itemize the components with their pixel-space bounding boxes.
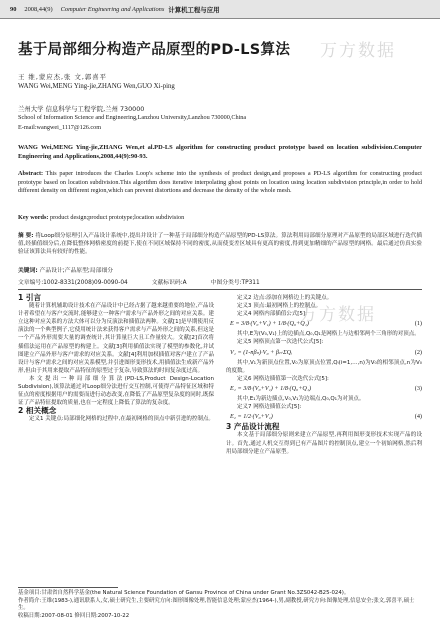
watermark: 万方数据 [320,41,396,61]
footnotes [18,590,422,620]
abstract-en-label: Abstract: [18,170,44,177]
article-number: 文章编号:1002-8331(2008)09-0090-04 [18,280,128,286]
equation-2 [226,347,422,359]
equation-1-body: E = 3/8·(V₀+V₁) + 1/8·(Q₀+Q₁) [230,320,309,328]
definition-1: 定义1 关键点:局部细化网格的过程中,在最初网格的顶点中新引进的控制点。 [29,416,214,423]
equation-2-note: 其中,V₁为新顶点位置,V₀为原顶点位置,Qᵢ(i=1,…,n)为V₀的相邻顶点,n为V₀的度数。 [226,359,422,374]
section-heading-process: 3 产品设计流程 [226,422,280,432]
keywords-en [18,214,422,223]
section-heading-concepts: 2 相关概念 [18,406,57,416]
authors-en: WANG Wei,MENG Ying-jie,ZHANG Wen,GUO Xi-ping [18,83,175,90]
received-dates: 收稿日期:2007-08-01 修回日期:2007-10-22 [18,612,130,619]
paper-title: 基于局部细分构造产品原型的PD-LS算法 [18,42,291,58]
equation-2-number: (2) [414,348,422,356]
journal-name-cn: 计算机工程与应用 [168,5,220,14]
year-issue: 2008,44(9) [24,5,53,13]
affiliation-cn: 兰州大学 信息科学与工程学院,兰州 730000 [18,105,145,113]
keywords-en-label: Key words: [18,214,49,221]
definition-5: 定义5 网格顶点第一次迭代公式[5]: [237,339,324,346]
abstract-cn-label: 摘 要: [18,233,34,239]
body-paragraph: 随着计算机辅助设计技术在产品设计中已经占据了越来越重要的地位,产品设计者希望在与客户交流时,能够建立一种客户需求与产品外形之间的对应关系。建立这种对应关系的方法大体可以分为反演法和插值法两种。文献[1]是早期使用反演法的一个典型例子,它使用统计法来获得客户需求与产品外形之间的关系,但这是一个产品外形需要大量的调查统计,其计算量巨大且工作量较大。文献[2]首次将插值法运用在产品原型的构建上。文献[3]利用插值法实现了模型的参数化,并试图建立产品外形与客户需求的对应关系。文献[4]利用加权插值对客户建立了产品设计与客户需求之间的对应关系模型,并引进图形变形技术,用插值法生成新产品外形,但由于其用来提取产品特征的原型过于复杂,导致算法的时间复杂度过高。 [18,303,214,374]
equation-1-number: (1) [414,320,422,328]
equation-3-body: E₁ = 3/8·(V₀+V₁) + 1/8·(Q₀+Q₁) [230,384,312,392]
abstract-cn [18,232,422,257]
page-number: 90 [10,5,17,13]
equation-3-note: 其中,E₁为新边插点,V₀,V₁为边端点,Q₀,Q₁为对顶点。 [237,396,365,403]
abstract-en [18,170,422,196]
keywords-en-text: product design;product prototype;location subdivision [49,214,185,221]
left-column [18,294,214,424]
definition-7: 定义7 网格边插值公式[5]: [237,404,302,411]
keywords-cn-text: 产品设计;产品原型;局部细分 [39,268,114,274]
equation-3-number: (3) [414,384,422,392]
body-paragraph: 本文基于局部细分原则来建立产品原型,再利用图形变形技术实现产品的设计。首先,通过人机交互得到已有产品图片的控制顶点,建立一个初始网格,然后利用局部细分建立产品原型。 [226,432,422,455]
journal-name-en: Computer Engineering and Applications [60,5,165,13]
clc-number: 中图分类号:TP311 [210,280,260,286]
equation-4-body: E₂ = 1/2·(V₀+V₁) [230,413,273,421]
body-paragraph: 本文提出一种局部细分算法(PD-LS,Product Design-Location Subdivision),该算法通过对Loop细分法进行交互控制,可使得产品特征区域和特征点的密度根据用户的需要而进行动态改变,在降低了产品原型复杂度的同时,既保证了产品特征提取的质量,也在一定程度上降低了算法的复杂度。 [18,375,214,407]
equation-2-body: V₁ = (1-nβₙ)·V₀ + βₙ·ΣQᵢ [230,348,293,356]
definition-3: 定义3 顶点:最初网格上的控制点。 [237,303,322,310]
abstract-en-text: This paper introduces the Charles Loop's scheme into the synthesis of product design,and proposes a PD-LS algorithm for constructing product prototype based on location subdivision.This algorithm does iterative interpolating ghost points on location using location subdivision principle,in order to hold different density on different region,which can prevent distortions and decrease the density of the whole mesh. [18,170,423,195]
author-email: E-mail:wangwei_1117@126.com [18,124,102,131]
citation-en: WANG Wei,MENG Ying-jie,ZHANG Wen,et al.PD-LS algorithm for constructing product prototype based on location subdivision.Computer Engineering and Applications,2008,44(9):90-93. [18,144,422,160]
footnote-divider [18,587,118,588]
article-meta [18,277,422,287]
definition-6: 定义6 网格边插值第一次迭代公式[5]: [237,375,329,382]
fund-note: 基金项目:甘肃省自然科学基金(the Natural Science Foundation of Gansu Province of China under Grant No.3ZS042-B25-024)。 [18,590,350,596]
keywords-cn [18,267,422,276]
equation-1-note: 其中,E为(V₀,V₁)上的边插点,Q₀,Q₁是网格上与边相邻两个三角形的对顶点。 [237,331,420,338]
keywords-cn-label: 关键词: [18,268,38,274]
affiliation-en: School of Information Science and Engineering,Lanzhou University,Lanzhou 730000,China [18,114,247,121]
abstract-cn-text: 将Loop细分原理引入产品设计系统中,提出并设计了一种基于局部细分构造产品原型的PD-LS算法。算法利用局部细分原理对产品原型的局部区域进行迭代插值,经插值细分后,在降低整体网格密度的前提下,使在不同区域保持不同的密度,从而使变差区域具有更高的密度,得到更加精细的产品原型的网格。最后通过仿真实验验证该算法具有较好的性能。 [18,233,423,256]
definition-4: 定义4 网格内部插值公式[5]: [237,311,307,318]
equation-3 [226,383,422,395]
author-bio: 作者简介:王维(1983-),通讯联系人,女,硕士研究生,主要研究方向:图形图像处理,智能信息处理;蒙应杰(1964-),男,副教授,研究方向:图像处理,信息安全;张文,郭喜平,硕士生。 [18,597,415,612]
section-divider [18,289,422,290]
running-header [0,0,440,19]
watermark: 万方数据 [300,305,376,325]
document-code: 文献标识码:A [151,280,187,286]
section-heading-intro: 1 引言 [18,293,42,302]
authors-cn: 王 维,蒙应杰,张 文,郭喜平 [18,73,108,81]
equation-4-number: (4) [414,413,422,421]
definition-2: 定义2 边点:添加在网格边上的关键点。 [237,295,333,301]
